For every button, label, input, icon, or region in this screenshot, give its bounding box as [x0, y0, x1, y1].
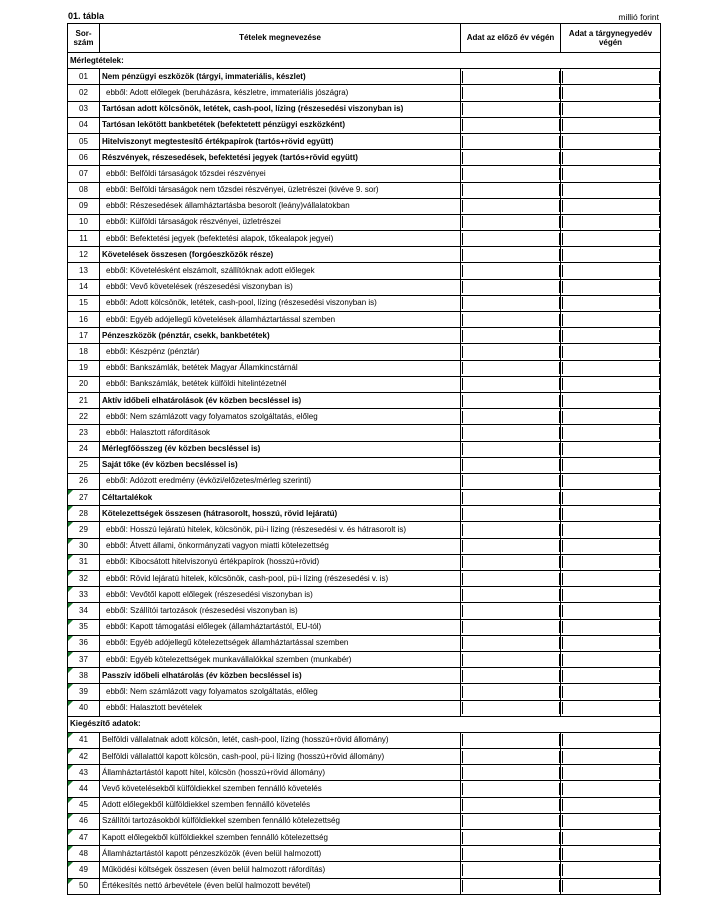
previous-year-value-cell[interactable]: [461, 441, 561, 457]
row-number: 15: [68, 295, 100, 311]
current-quarter-value-cell[interactable]: [561, 279, 661, 295]
current-quarter-value-cell[interactable]: [561, 409, 661, 425]
previous-year-value-cell[interactable]: [461, 198, 561, 214]
row-number: 20: [68, 376, 100, 392]
previous-year-value-cell[interactable]: [461, 279, 561, 295]
table-row: [68, 684, 661, 700]
section-row: [68, 716, 661, 732]
current-quarter-value-cell[interactable]: [561, 344, 661, 360]
current-quarter-value-cell[interactable]: [561, 473, 661, 489]
current-quarter-value-cell[interactable]: [561, 376, 661, 392]
row-number: 26: [68, 473, 100, 489]
current-quarter-value-cell[interactable]: [561, 117, 661, 133]
previous-year-value-cell[interactable]: [461, 231, 561, 247]
row-item-name: ebből: Kapott támogatási előlegek (államháztartástól, EU-tól): [100, 619, 461, 635]
current-quarter-value-cell[interactable]: [561, 603, 661, 619]
current-quarter-value-cell[interactable]: [561, 554, 661, 570]
previous-year-value-cell[interactable]: [461, 700, 561, 716]
section-heading: Kiegészítő adatok:: [68, 716, 661, 732]
previous-year-value-cell[interactable]: [461, 150, 561, 166]
previous-year-value-cell[interactable]: [461, 263, 561, 279]
row-item-name: Passzív időbeli elhatárolás (év közben becsléssel is): [100, 668, 461, 684]
table-row: [68, 765, 661, 781]
current-quarter-value-cell[interactable]: [561, 101, 661, 117]
previous-year-value-cell[interactable]: [461, 506, 561, 522]
row-number: 49: [68, 862, 100, 878]
current-quarter-value-cell[interactable]: [561, 490, 661, 506]
current-quarter-value-cell[interactable]: [561, 700, 661, 716]
table-row: [68, 441, 661, 457]
table-row: [68, 781, 661, 797]
header-row-number: Sor- szám: [68, 24, 100, 53]
previous-year-value-cell[interactable]: [461, 749, 561, 765]
row-number: 36: [68, 635, 100, 651]
table-row: [68, 85, 661, 101]
table-row: [68, 878, 661, 894]
previous-year-value-cell[interactable]: [461, 295, 561, 311]
current-quarter-value-cell[interactable]: [561, 198, 661, 214]
current-quarter-value-cell[interactable]: [561, 247, 661, 263]
row-number: 23: [68, 425, 100, 441]
row-number: 47: [68, 830, 100, 846]
row-number: 12: [68, 247, 100, 263]
table-row: [68, 457, 661, 473]
current-quarter-value-cell[interactable]: [561, 214, 661, 230]
previous-year-value-cell[interactable]: [461, 651, 561, 667]
table-row: [68, 328, 661, 344]
current-quarter-value-cell[interactable]: [561, 69, 661, 85]
previous-year-value-cell[interactable]: [461, 684, 561, 700]
row-number: 27: [68, 490, 100, 506]
previous-year-value-cell[interactable]: [461, 247, 561, 263]
row-item-name: ebből: Egyéb adójellegű kötelezettségek államháztartással szemben: [100, 635, 461, 651]
row-number: 39: [68, 684, 100, 700]
table-row: [68, 214, 661, 230]
row-number: 25: [68, 457, 100, 473]
current-quarter-value-cell[interactable]: [561, 295, 661, 311]
previous-year-value-cell[interactable]: [461, 846, 561, 862]
previous-year-value-cell[interactable]: [461, 425, 561, 441]
previous-year-value-cell[interactable]: [461, 69, 561, 85]
row-item-name: ebből: Adott előlegek (beruházásra, készletre, immateriális jószágra): [100, 85, 461, 101]
current-quarter-value-cell[interactable]: [561, 441, 661, 457]
previous-year-value-cell[interactable]: [461, 312, 561, 328]
form-page: [67, 11, 660, 895]
row-item-name: Belföldi vállalattól kapott kölcsön, cash-pool, pü-i lízing (hosszú+rövid állomány): [100, 749, 461, 765]
previous-year-value-cell[interactable]: [461, 781, 561, 797]
table-body: [68, 53, 661, 895]
row-number: 48: [68, 846, 100, 862]
row-number: 06: [68, 150, 100, 166]
current-quarter-value-cell[interactable]: [561, 166, 661, 182]
table-row: [68, 473, 661, 489]
row-item-name: ebből: Szállítói tartozások (részesedési viszonyban is): [100, 603, 461, 619]
current-quarter-value-cell[interactable]: [561, 571, 661, 587]
row-number: 18: [68, 344, 100, 360]
row-number: 32: [68, 571, 100, 587]
row-item-name: ebből: Egyéb kötelezettségek munkavállalókkal szemben (munkabér): [100, 651, 461, 667]
table-row: [68, 506, 661, 522]
row-number: 11: [68, 231, 100, 247]
table-row: [68, 166, 661, 182]
table-row: [68, 295, 661, 311]
previous-year-value-cell[interactable]: [461, 813, 561, 829]
previous-year-value-cell[interactable]: [461, 765, 561, 781]
row-item-name: Tartósan lekötött bankbetétek (befektetett pénzügyi eszközként): [100, 117, 461, 133]
row-item-name: Adott előlegekből külföldiekkel szemben fennálló követelés: [100, 797, 461, 813]
table-row: [68, 101, 661, 117]
row-item-name: ebből: Követelésként elszámolt, szállítóknak adott előlegek: [100, 263, 461, 279]
row-item-name: Céltartalékok: [100, 490, 461, 506]
current-quarter-value-cell[interactable]: [561, 862, 661, 878]
previous-year-value-cell[interactable]: [461, 619, 561, 635]
row-number: 35: [68, 619, 100, 635]
table-row: [68, 603, 661, 619]
row-item-name: ebből: Adott kölcsönök, letétek, cash-pool, lízing (részesedési viszonyban is): [100, 295, 461, 311]
table-row: [68, 700, 661, 716]
previous-year-value-cell[interactable]: [461, 668, 561, 684]
row-item-name: Aktív időbeli elhatárolások (év közben becsléssel is): [100, 392, 461, 408]
row-item-name: Részvények, részesedések, befektetési jegyek (tartós+rövid együtt): [100, 150, 461, 166]
row-number: 17: [68, 328, 100, 344]
previous-year-value-cell[interactable]: [461, 635, 561, 651]
current-quarter-value-cell[interactable]: [561, 150, 661, 166]
current-quarter-value-cell[interactable]: [561, 360, 661, 376]
row-item-name: Mérlegfőösszeg (év közben becsléssel is): [100, 441, 461, 457]
row-number: 34: [68, 603, 100, 619]
table-row: [68, 813, 661, 829]
current-quarter-value-cell[interactable]: [561, 133, 661, 149]
previous-year-value-cell[interactable]: [461, 554, 561, 570]
row-item-name: ebből: Halasztott ráfordítások: [100, 425, 461, 441]
row-number: 01: [68, 69, 100, 85]
current-quarter-value-cell[interactable]: [561, 522, 661, 538]
row-item-name: ebből: Átvett állami, önkormányzati vagyon miatti kötelezettség: [100, 538, 461, 554]
row-item-name: ebből: Bankszámlák, betétek Magyar Államkincstárnál: [100, 360, 461, 376]
row-item-name: ebből: Belföldi társaságok nem tőzsdei részvényei, üzletrészei (kivéve 9. sor): [100, 182, 461, 198]
row-item-name: ebből: Rövid lejáratú hitelek, kölcsönök, cash-pool, pü-i lízing (részesedési v. is): [100, 571, 461, 587]
current-quarter-value-cell[interactable]: [561, 668, 661, 684]
row-item-name: Kötelezettségek összesen (hátrasorolt, hosszú, rövid lejáratú): [100, 506, 461, 522]
row-item-name: ebből: Vevő követelések (részesedési viszonyban is): [100, 279, 461, 295]
previous-year-value-cell[interactable]: [461, 522, 561, 538]
table-row: [68, 263, 661, 279]
row-number: 19: [68, 360, 100, 376]
table-row: [68, 312, 661, 328]
previous-year-value-cell[interactable]: [461, 328, 561, 344]
row-number: 29: [68, 522, 100, 538]
row-number: 05: [68, 133, 100, 149]
table-row: [68, 732, 661, 748]
previous-year-value-cell[interactable]: [461, 862, 561, 878]
previous-year-value-cell[interactable]: [461, 344, 561, 360]
table-row: [68, 133, 661, 149]
previous-year-value-cell[interactable]: [461, 538, 561, 554]
section-heading: Mérlegtételek:: [68, 53, 661, 69]
previous-year-value-cell[interactable]: [461, 117, 561, 133]
current-quarter-value-cell[interactable]: [561, 506, 661, 522]
row-item-name: Követelések összesen (forgóeszközök része): [100, 247, 461, 263]
row-item-name: Tartósan adott kölcsönök, letétek, cash-pool, lízing (részesedési viszonyban is): [100, 101, 461, 117]
table-row: [68, 862, 661, 878]
table-row: [68, 231, 661, 247]
table-row: [68, 360, 661, 376]
row-number: 44: [68, 781, 100, 797]
row-item-name: Saját tőke (év közben becsléssel is): [100, 457, 461, 473]
table-row: [68, 409, 661, 425]
current-quarter-value-cell[interactable]: [561, 263, 661, 279]
row-number: 08: [68, 182, 100, 198]
current-quarter-value-cell[interactable]: [561, 732, 661, 748]
row-item-name: ebből: Hosszú lejáratú hitelek, kölcsönök, pü-i lízing (részesedési v. és hátrasorolt is): [100, 522, 461, 538]
previous-year-value-cell[interactable]: [461, 603, 561, 619]
current-quarter-value-cell[interactable]: [561, 765, 661, 781]
row-item-name: ebből: Nem számlázott vagy folyamatos szolgáltatás, előleg: [100, 409, 461, 425]
table-row: [68, 538, 661, 554]
previous-year-value-cell[interactable]: [461, 182, 561, 198]
current-quarter-value-cell[interactable]: [561, 797, 661, 813]
previous-year-value-cell[interactable]: [461, 830, 561, 846]
current-quarter-value-cell[interactable]: [561, 813, 661, 829]
row-number: 37: [68, 651, 100, 667]
row-item-name: ebből: Adózott eredmény (évközi/előzetes/mérleg szerinti): [100, 473, 461, 489]
table-row: [68, 182, 661, 198]
table-row: [68, 376, 661, 392]
previous-year-value-cell[interactable]: [461, 457, 561, 473]
row-number: 46: [68, 813, 100, 829]
previous-year-value-cell[interactable]: [461, 214, 561, 230]
current-quarter-value-cell[interactable]: [561, 619, 661, 635]
table-row: [68, 425, 661, 441]
row-number: 50: [68, 878, 100, 894]
row-number: 16: [68, 312, 100, 328]
section-row: [68, 53, 661, 69]
header-item-name: Tételek megnevezése: [100, 24, 461, 53]
row-number: 10: [68, 214, 100, 230]
table-row: [68, 522, 661, 538]
row-number: 24: [68, 441, 100, 457]
current-quarter-value-cell[interactable]: [561, 781, 661, 797]
unit-label: millió forint: [618, 12, 659, 22]
row-item-name: Értékesítés nettó árbevétele (éven belül halmozott bevétel): [100, 878, 461, 894]
table-row: [68, 846, 661, 862]
current-quarter-value-cell[interactable]: [561, 684, 661, 700]
row-number: 04: [68, 117, 100, 133]
current-quarter-value-cell[interactable]: [561, 392, 661, 408]
current-quarter-value-cell[interactable]: [561, 182, 661, 198]
row-number: 43: [68, 765, 100, 781]
table-row: [68, 117, 661, 133]
table-row: [68, 797, 661, 813]
row-number: 14: [68, 279, 100, 295]
current-quarter-value-cell[interactable]: [561, 457, 661, 473]
table-row: [68, 150, 661, 166]
row-item-name: ebből: Belföldi társaságok tőzsdei részvényei: [100, 166, 461, 182]
current-quarter-value-cell[interactable]: [561, 328, 661, 344]
table-row: [68, 392, 661, 408]
current-quarter-value-cell[interactable]: [561, 635, 661, 651]
row-number: 07: [68, 166, 100, 182]
row-number: 41: [68, 732, 100, 748]
previous-year-value-cell[interactable]: [461, 133, 561, 149]
row-item-name: Vevő követelésekből külföldiekkel szemben fennálló követelés: [100, 781, 461, 797]
row-item-name: ebből: Vevőtől kapott előlegek (részesedési viszonyban is): [100, 587, 461, 603]
previous-year-value-cell[interactable]: [461, 473, 561, 489]
previous-year-value-cell[interactable]: [461, 166, 561, 182]
table-row: [68, 635, 661, 651]
current-quarter-value-cell[interactable]: [561, 538, 661, 554]
table-topline: [67, 11, 660, 23]
row-item-name: Kapott előlegekből külföldiekkel szemben fennálló kötelezettség: [100, 830, 461, 846]
row-item-name: ebből: Részesedések államháztartásba besorolt (leány)vállalatokban: [100, 198, 461, 214]
row-item-name: ebből: Külföldi társaságok részvényei, üzletrészei: [100, 214, 461, 230]
row-item-name: Nem pénzügyi eszközök (tárgyi, immateriális, készlet): [100, 69, 461, 85]
row-number: 02: [68, 85, 100, 101]
row-number: 38: [68, 668, 100, 684]
row-number: 40: [68, 700, 100, 716]
current-quarter-value-cell[interactable]: [561, 749, 661, 765]
table-row: [68, 198, 661, 214]
data-table: [67, 23, 661, 895]
current-quarter-value-cell[interactable]: [561, 587, 661, 603]
table-row: [68, 749, 661, 765]
row-item-name: ebből: Egyéb adójellegű követelések államháztartással szemben: [100, 312, 461, 328]
row-item-name: ebből: Kibocsátott hitelviszonyú értékpapírok (hosszú+rövid): [100, 554, 461, 570]
table-row: [68, 279, 661, 295]
current-quarter-value-cell[interactable]: [561, 312, 661, 328]
row-number: 28: [68, 506, 100, 522]
row-number: 31: [68, 554, 100, 570]
table-row: [68, 830, 661, 846]
previous-year-value-cell[interactable]: [461, 587, 561, 603]
previous-year-value-cell[interactable]: [461, 878, 561, 894]
table-row: [68, 344, 661, 360]
previous-year-value-cell[interactable]: [461, 392, 561, 408]
row-number: 45: [68, 797, 100, 813]
current-quarter-value-cell[interactable]: [561, 425, 661, 441]
row-item-name: ebből: Nem számlázott vagy folyamatos szolgáltatás, előleg: [100, 684, 461, 700]
row-number: 30: [68, 538, 100, 554]
row-item-name: ebből: Készpénz (pénztár): [100, 344, 461, 360]
table-row: [68, 490, 661, 506]
current-quarter-value-cell[interactable]: [561, 830, 661, 846]
table-row: [68, 247, 661, 263]
row-number: 03: [68, 101, 100, 117]
table-row: [68, 69, 661, 85]
previous-year-value-cell[interactable]: [461, 409, 561, 425]
row-item-name: Hitelviszonyt megtestesítő értékpapírok (tartós+rövid együtt): [100, 133, 461, 149]
header-row: [68, 24, 661, 53]
previous-year-value-cell[interactable]: [461, 360, 561, 376]
current-quarter-value-cell[interactable]: [561, 846, 661, 862]
table-row: [68, 619, 661, 635]
row-item-name: Államháztartástól kapott hitel, kölcsön (hosszú+rövid állomány): [100, 765, 461, 781]
row-number: 22: [68, 409, 100, 425]
row-number: 33: [68, 587, 100, 603]
previous-year-value-cell[interactable]: [461, 571, 561, 587]
row-item-name: Működési költségek összesen (éven belül halmozott ráfordítás): [100, 862, 461, 878]
row-item-name: Pénzeszközök (pénztár, csekk, bankbetétek): [100, 328, 461, 344]
current-quarter-value-cell[interactable]: [561, 85, 661, 101]
table-row: [68, 668, 661, 684]
table-label: 01. tábla: [68, 11, 105, 21]
current-quarter-value-cell[interactable]: [561, 231, 661, 247]
previous-year-value-cell[interactable]: [461, 732, 561, 748]
table-row: [68, 651, 661, 667]
row-item-name: ebből: Bankszámlák, betétek külföldi hitelintézetnél: [100, 376, 461, 392]
row-number: 42: [68, 749, 100, 765]
previous-year-value-cell[interactable]: [461, 376, 561, 392]
row-number: 21: [68, 392, 100, 408]
header-current-quarter: Adat a tárgynegyedév végén: [561, 24, 661, 53]
current-quarter-value-cell[interactable]: [561, 878, 661, 894]
row-item-name: ebből: Halasztott bevételek: [100, 700, 461, 716]
row-item-name: ebből: Befektetési jegyek (befektetési alapok, tőkealapok jegyei): [100, 231, 461, 247]
row-item-name: Belföldi vállalatnak adott kölcsön, letét, cash-pool, lízing (hosszú+rövid állomány): [100, 732, 461, 748]
row-item-name: Szállítói tartozásokból külföldiekkel szemben fennálló kötelezettség: [100, 813, 461, 829]
previous-year-value-cell[interactable]: [461, 101, 561, 117]
previous-year-value-cell[interactable]: [461, 490, 561, 506]
previous-year-value-cell[interactable]: [461, 797, 561, 813]
table-row: [68, 571, 661, 587]
row-number: 13: [68, 263, 100, 279]
current-quarter-value-cell[interactable]: [561, 651, 661, 667]
table-row: [68, 554, 661, 570]
header-previous-year: Adat az előző év végén: [461, 24, 561, 53]
row-item-name: Államháztartástól kapott pénzeszközök (éven belül halmozott): [100, 846, 461, 862]
previous-year-value-cell[interactable]: [461, 85, 561, 101]
row-number: 09: [68, 198, 100, 214]
table-row: [68, 587, 661, 603]
